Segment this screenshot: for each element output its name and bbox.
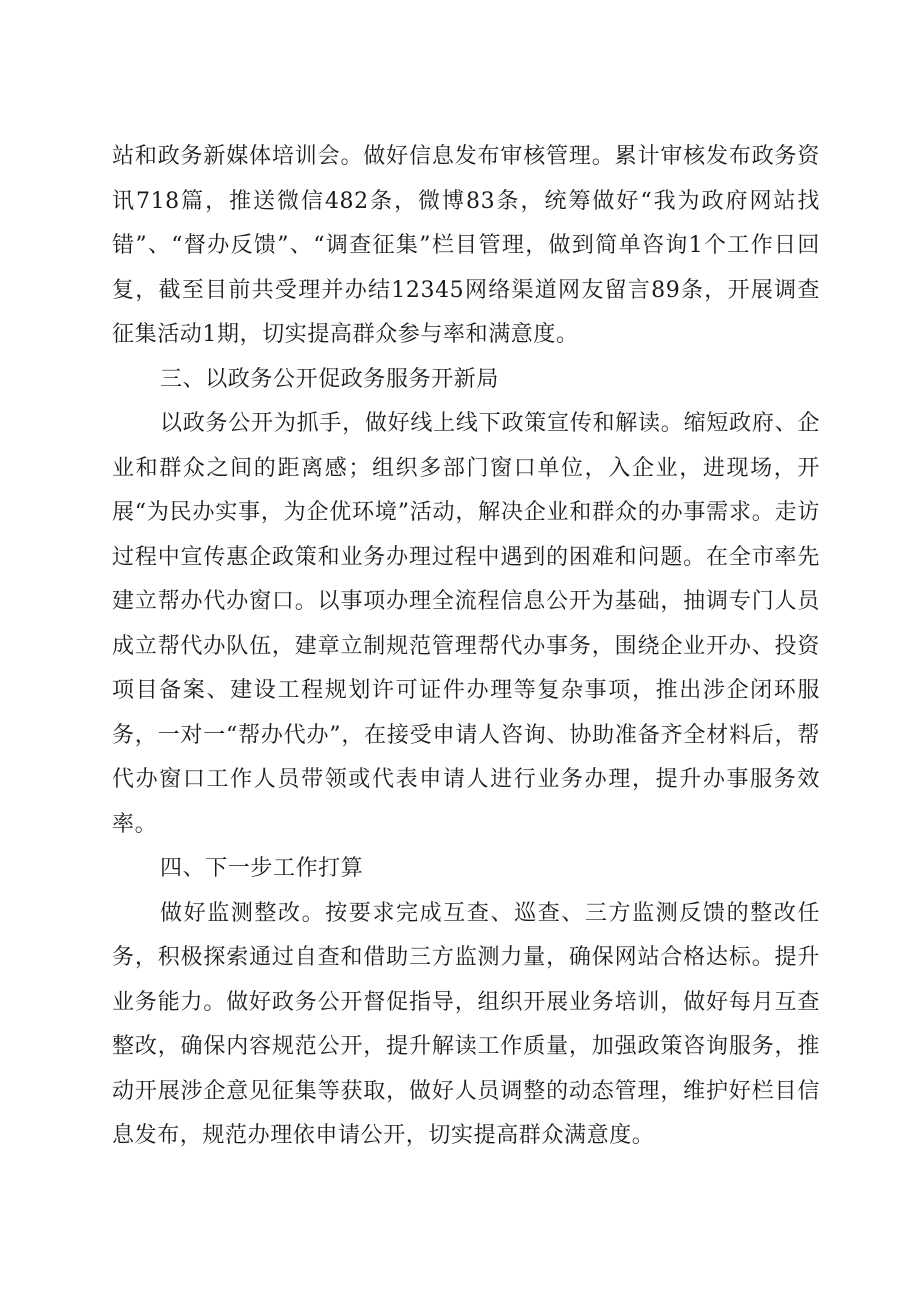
paragraph-section-three: 以政务公开为抓手，做好线上线下政策宣传和解读。缩短政府、企业和群众之间的距离感；组织多部门窗口单位，入企业，进现场，开展“为民办实事，为企优环境”活动，解决企业和群众的办事需求。走访过程中宣传惠企政策和业务办理过程中遇到的困难和问题。在全市率先建立帮办代办窗口。以事项办理全流程信息公开为基础，抽调专门人员成立帮代办队伍，建章立制规范管理帮代办事务，围绕企业开办、投资项目备案、建设工程规划许可证件办理等复杂事项，推出涉企闭环服务，一对一“帮办代办”，在接受申请人咨询、协助准备齐全材料后，帮代办窗口工作人员带领或代表申请人进行业务办理，提升办事服务效率。 <box>112 411 820 837</box>
document-body <box>112 135 820 1159</box>
paragraph-section-four: 做好监测整改。按要求完成互查、巡查、三方监测反馈的整改任务，积极探索通过自查和借助三方监测力量，确保网站合格达标。提升业务能力。做好政务公开督促指导，组织开展业务培训，做好每月互查整改，确保内容规范公开，提升解读工作质量，加强政策咨询服务，推动开展涉企意见征集等获取，做好人员调整的动态管理，维护好栏目信息发布，规范办理依申请公开，切实提高群众满意度。 <box>112 900 820 1148</box>
paragraph-continuation: 站和政务新媒体培训会。做好信息发布审核管理。累计审核发布政务资讯718篇，推送微信482条，微博83条，统筹做好“我为政府网站找错”、“督办反馈”、“调查征集”栏目管理，做到简单咨询1个工作日回复，截至目前共受理并办结12345网络渠道网友留言89条，开展调查征集活动1期，切实提高群众参与率和满意度。 <box>112 144 820 347</box>
section-heading-three: 三、以政务公开促政务服务开新局 <box>160 366 500 392</box>
section-heading-four: 四、下一步工作打算 <box>160 856 364 881</box>
